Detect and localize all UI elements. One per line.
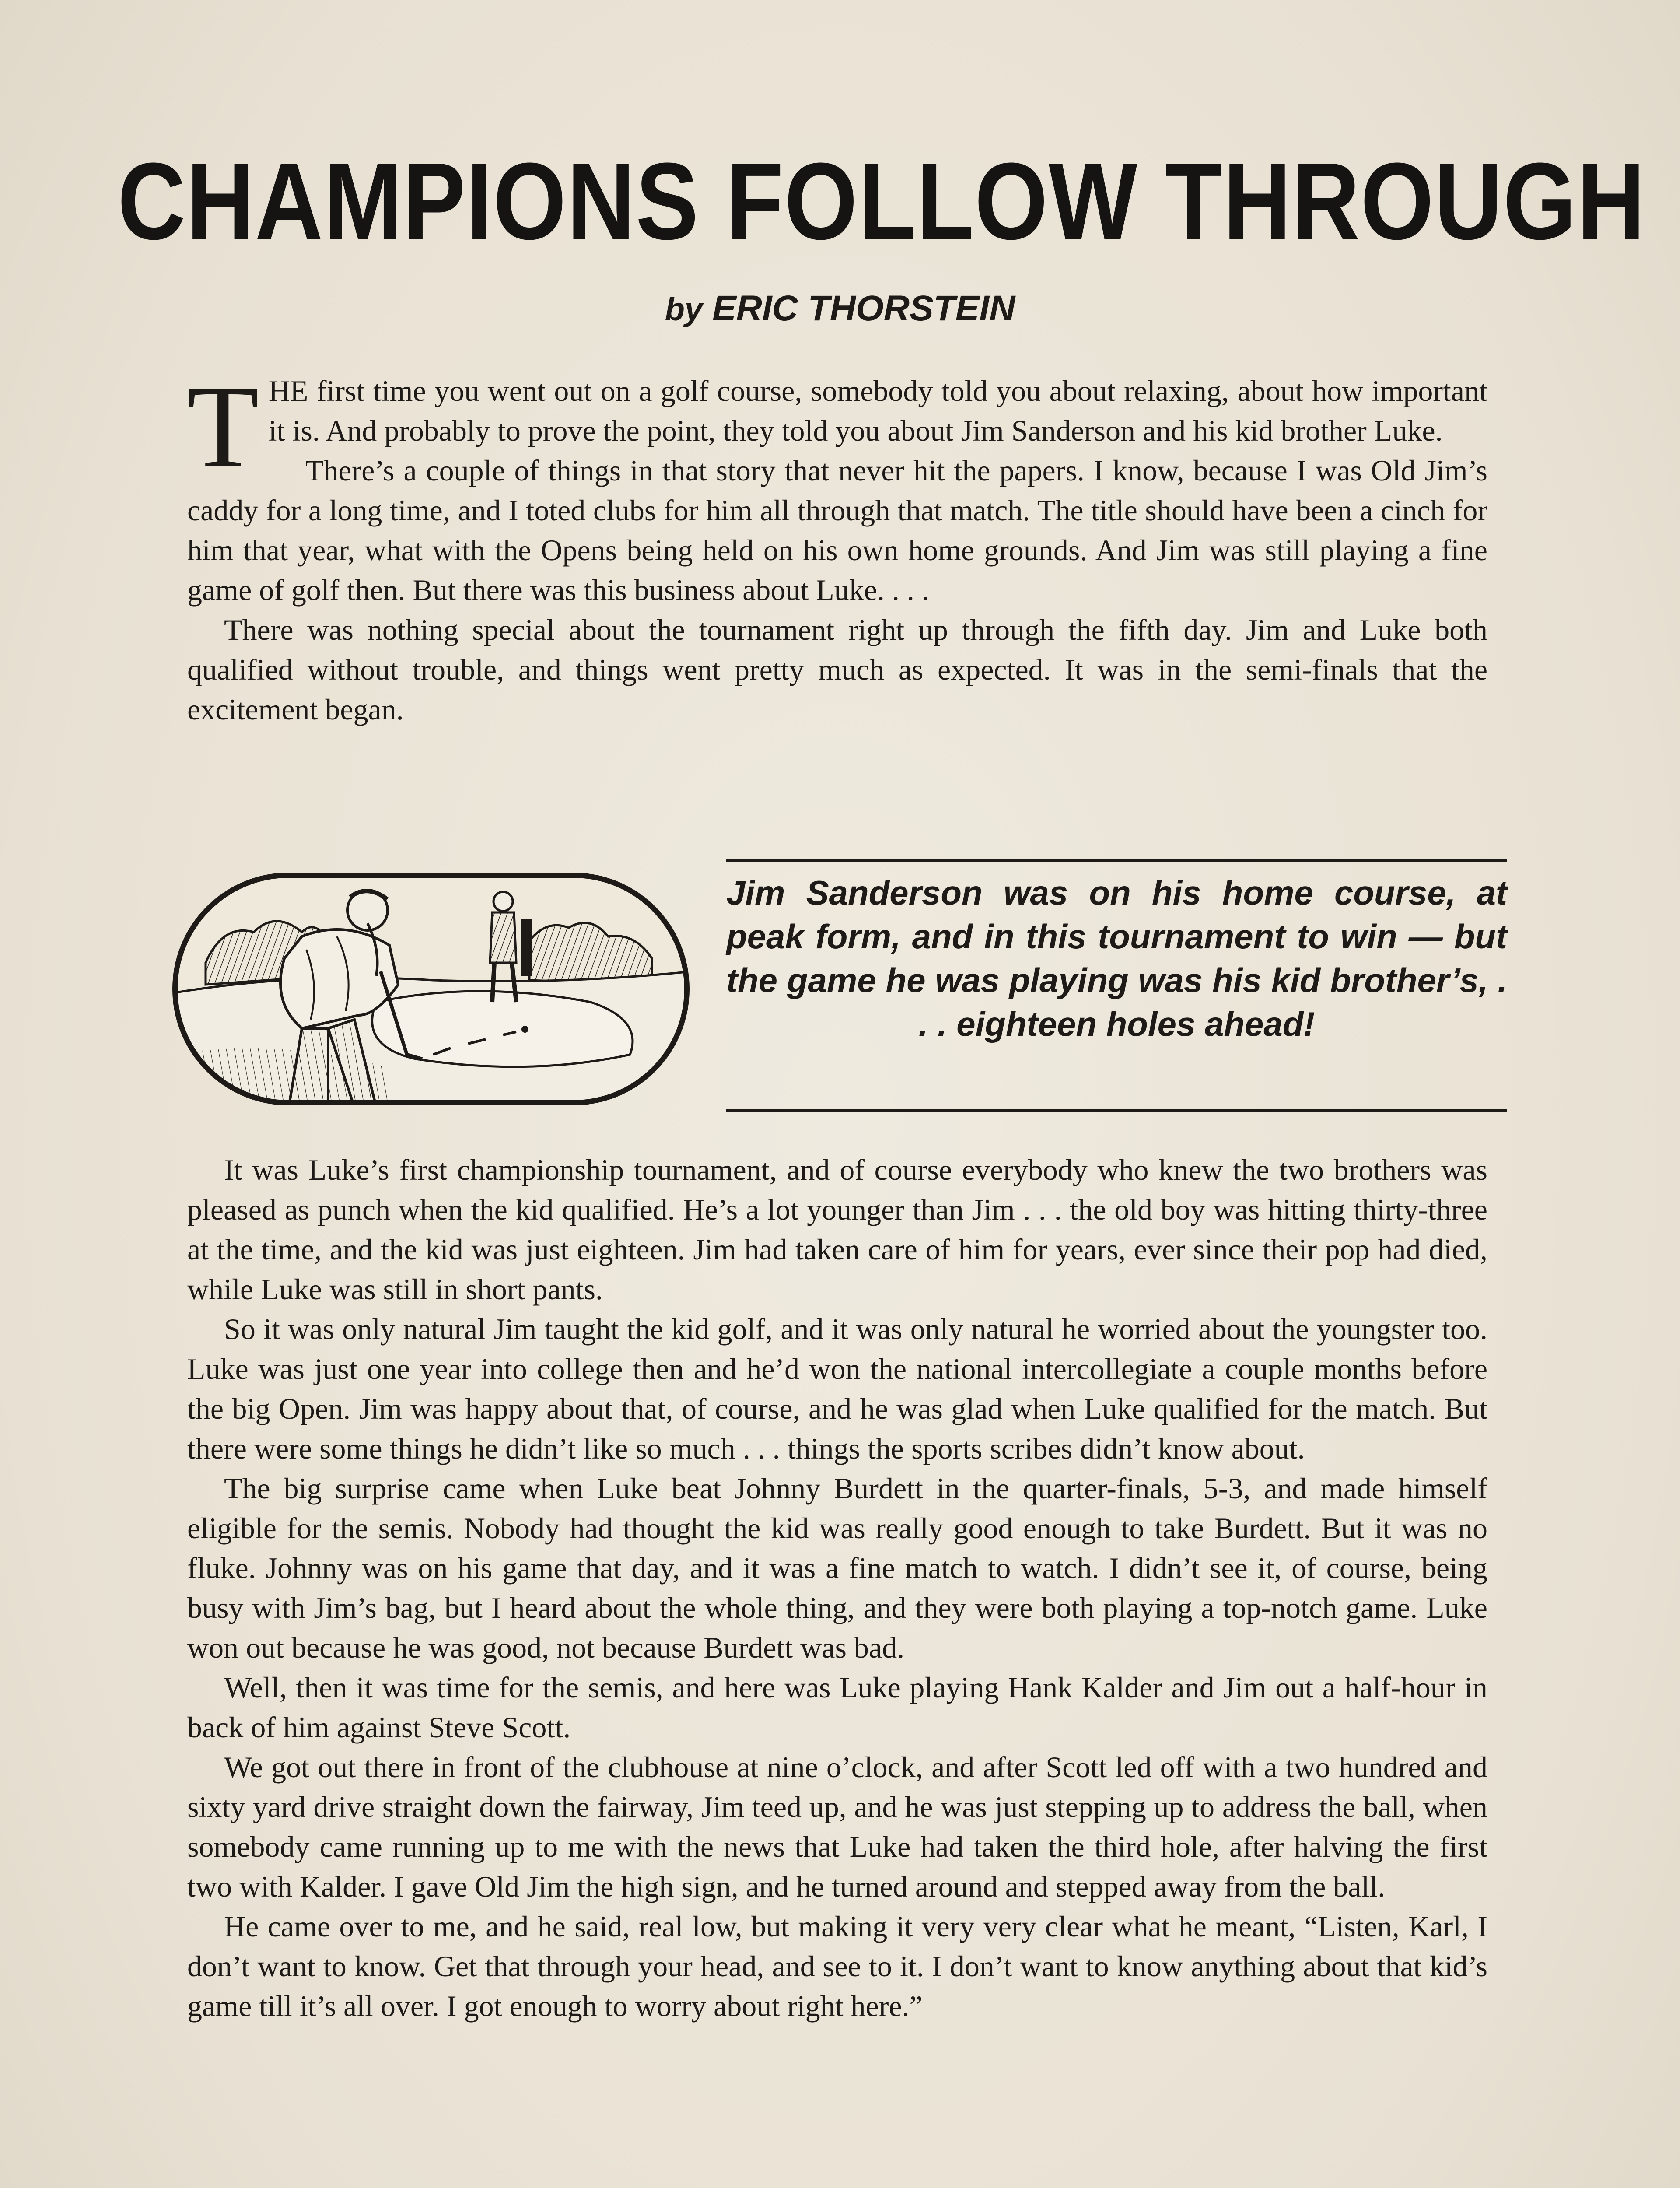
paragraph: There was nothing special about the tournament right up through the fifth day. Jim and Luke both qualified without trouble, and things went pretty much as expected. It was in the semi-finals that the excitement began. [187, 613, 1488, 726]
first-paragraph-text: HE first time you went out on a golf course, somebody told you about relaxing, about how important it is. And probably to prove the point, they told you about Jim Sanderson and his kid brother Luke. [268, 374, 1488, 447]
paragraph: It was Luke’s first championship tournament, and of course everybody who knew the two brothers was pleased as punch when the kid qualified. He’s a lot younger than Jim . . . the old boy was hitting thirty-three at the time, and the kid was just eighteen. Jim had taken care of him for years, ever since their pop had died, while Luke was still in short pants. [187, 1153, 1488, 1306]
first-paragraph [187, 361, 1488, 491]
author-name: ERIC THORSTEIN [712, 288, 1015, 328]
golfer-illustration [171, 871, 691, 1107]
paragraph: He came over to me, and he said, real low, but making it very very clear what he meant, “Listen, Karl, I don’t want to know. Get that through your head, and see to it. I don’t want to know anything about that kid’s game till it’s all over. I got enough to worry about right here.” [187, 1910, 1488, 2023]
article-body-main [187, 1150, 1488, 2026]
paragraph: So it was only natural Jim taught the kid golf, and it was only natural he worried about the youngster too. Luke was just one year into college then and he’d won the national intercollegiate a couple months before the big Open. Jim was happy about that, of course, and he was glad when Luke qualified for the match. But there were some things he didn’t like so much . . . things the sports scribes didn’t know about. [187, 1312, 1488, 1465]
paragraph: We got out there in front of the clubhouse at nine o’clock, and after Scott led off with a two hundred and sixty yard drive straight down the fairway, Jim teed up, and he was just stepping up to address the ball, when somebody came running up to me with the news that Luke had taken the third hole, after halving the first two with Kalder. I gave Old Jim the high sign, and he turned around and stepped away from the ball. [187, 1750, 1488, 1903]
blurb-top-rule [726, 859, 1507, 862]
byline [0, 287, 1680, 331]
drop-cap: T [187, 361, 259, 491]
paragraph: The big surprise came when Luke beat Johnny Burdett in the quarter-finals, 5-3, and made himself eligible for the semis. Nobody had thought the kid was really good enough to take Burdett. But it was no fluke. Johnny was on his game that day, and it was a fine match to watch. I didn’t see it, of course, being busy with Jim’s bag, but I heard about the whole thing, and they were both playing a top-notch game. Luke won out because he was good, not because Burdett was bad. [187, 1472, 1488, 1664]
article-body-intro [187, 361, 1488, 729]
paragraph: Well, then it was time for the semis, and here was Luke playing Hank Kalder and Jim out a half-hour in back of him against Steve Scott. [187, 1671, 1488, 1744]
blurb-bottom-rule [726, 1109, 1507, 1112]
byline-prefix: by [665, 291, 703, 327]
article-title: CHAMPIONS FOLLOW THROUGH [117, 140, 1646, 262]
paragraph: There’s a couple of things in that story that never hit the papers. I know, because I was Old Jim’s caddy for a long time, and I toted clubs for him all through that match. The title should have been a cinch for him that year, what with the Opens being held on his own home grounds. And Jim was still playing a fine game of golf then. But there was this business about Luke. . . . [187, 454, 1488, 607]
pull-quote-blurb: Jim Sanderson was on his home course, at peak form, and in this tournament to win — but the game he was playing was his kid brother’s, . . . eighteen holes ahead! [726, 873, 1507, 1043]
